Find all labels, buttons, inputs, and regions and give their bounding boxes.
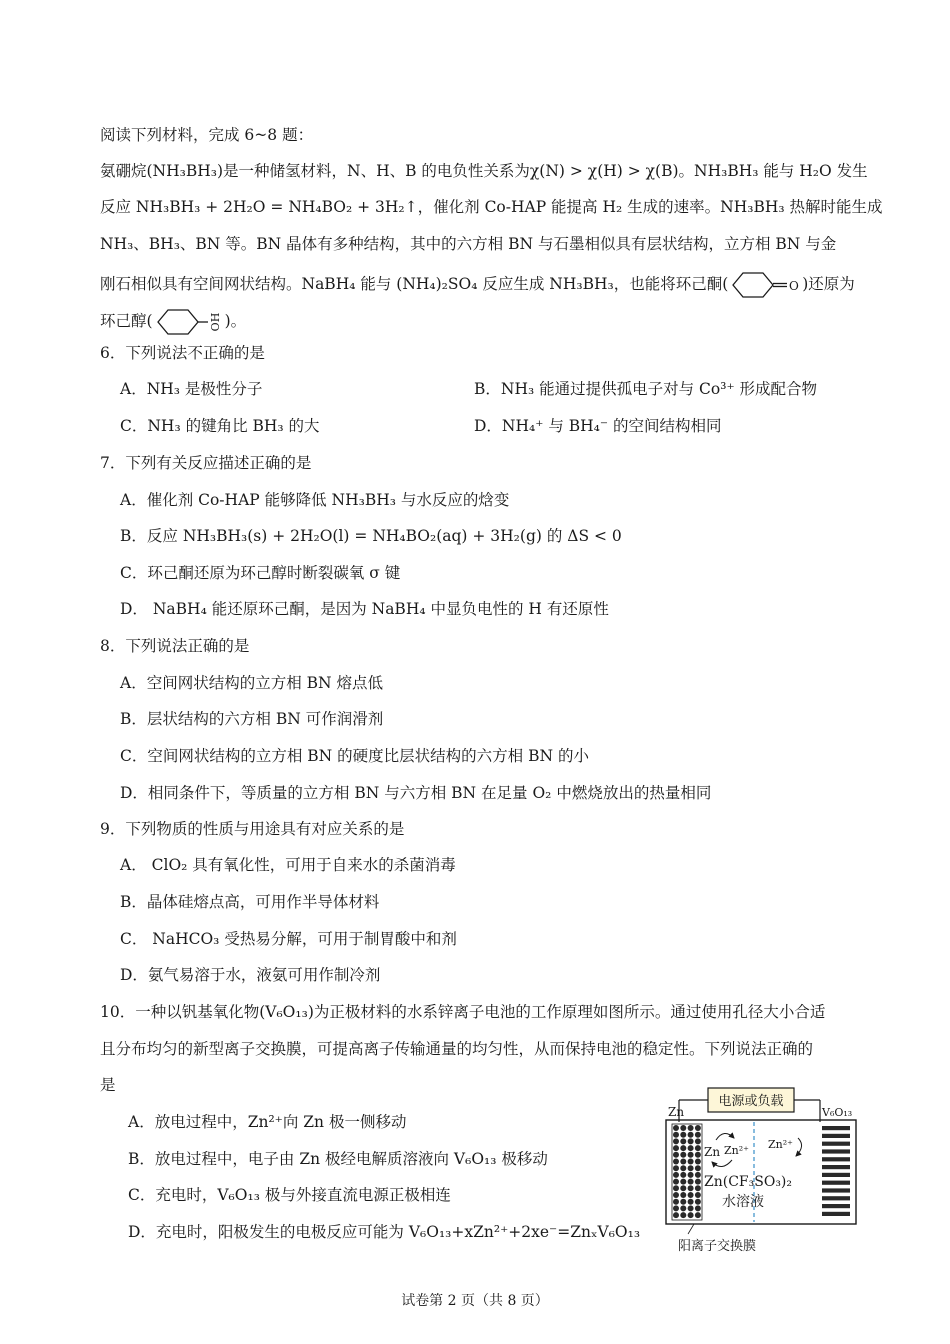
q8-option-c: C．空间网状结构的立方相 BN 的硬度比层状结构的六方相 BN 的小 (120, 747, 589, 765)
page-footer: 试卷第 2 页（共 8 页） (401, 1293, 549, 1309)
zn-particle (673, 1179, 679, 1185)
intro-title: 阅读下列材料，完成 6~8 题： (100, 126, 314, 144)
zn-particle (688, 1159, 694, 1165)
zn-particle (673, 1199, 679, 1205)
arrow-left-lower (712, 1160, 732, 1167)
zn-particle (673, 1138, 679, 1144)
q7-stem: 7．下列有关反应描述正确的是 (100, 454, 312, 472)
zn-particle (680, 1192, 686, 1198)
v6o13-layer (822, 1196, 850, 1200)
v6o13-layer (822, 1188, 850, 1192)
intro-p5a: 环己醇( (100, 312, 153, 330)
zn-particle (688, 1152, 694, 1158)
membrane-label: 阳离子交换膜 (678, 1238, 757, 1253)
alcohol-label: OH (208, 312, 222, 332)
q8-stem: 8．下列说法正确的是 (100, 637, 250, 655)
v6o13-layer (822, 1181, 850, 1185)
zn-particle (688, 1212, 694, 1218)
q8-option-d: D．相同条件下，等质量的立方相 BN 与六方相 BN 在足量 O₂ 中燃烧放出的热量相同 (120, 784, 712, 802)
zn-particle (695, 1145, 701, 1151)
zn-particle (673, 1159, 679, 1165)
zn-particle (695, 1192, 701, 1198)
v6o13-layer (822, 1165, 850, 1169)
v6o13-layer (822, 1134, 850, 1138)
q10-option-d: D．充电时，阳极发生的电极反应可能为 V₆O₁₃+xZn²⁺+2xe⁻=ZnₓV₆O₁₃ (128, 1223, 641, 1241)
q10-stem-line2: 且分布均匀的新型离子交换膜，可提高离子传输通量的均匀性，从而保持电池的稳定性。下列说法正确的 (100, 1040, 814, 1058)
intro-p3: NH₃、BH₃、BN 等。BN 晶体有多种结构，其中的六方相 BN 与石墨相似具有层状结构，立方相 BN 与金 (100, 235, 837, 253)
zn-particle (673, 1132, 679, 1138)
zn-particle (688, 1138, 694, 1144)
zn-particle (680, 1138, 686, 1144)
q6-option-b: B．NH₃ 能通过提供孤电子对与 Co³⁺ 形成配合物 (474, 380, 818, 398)
battery-diagram (664, 1086, 864, 1256)
q10-stem-line3: 是 (100, 1076, 116, 1094)
zn-particle (673, 1125, 679, 1131)
zn-electrode-label: Zn (668, 1105, 685, 1119)
v6o13-layer (822, 1157, 850, 1161)
zn-particle (688, 1179, 694, 1185)
intro-p4b: )还原为 (802, 275, 855, 293)
zn-particle (673, 1185, 679, 1191)
q7-option-b: B．反应 NH₃BH₃(s) + 2H₂O(l) = NH₄BO₂(aq) + 3H₂(g) 的 ΔS < 0 (120, 527, 622, 545)
zn-particle (673, 1152, 679, 1158)
zn-particle (673, 1205, 679, 1211)
electrolyte-formula: Zn(CF₃SO₃)₂ (704, 1174, 792, 1190)
ketone-label: O (789, 279, 800, 293)
zn-particle (695, 1138, 701, 1144)
q9-option-b: B．晶体硅熔点高，可用作半导体材料 (120, 893, 380, 911)
zn-particle (695, 1179, 701, 1185)
cyclohexanol-icon (154, 306, 224, 338)
q10-stem-line1: 10．一种以钒基氧化物(V₆O₁₃)为正极材料的水系锌离子电池的工作原理如图所示。通过使用孔径大小合适 (100, 1003, 826, 1021)
q6-option-a: A．NH₃ 是极性分子 (120, 380, 263, 398)
zn-particle (688, 1205, 694, 1211)
v6o13-layer (822, 1149, 850, 1153)
zn-particle (680, 1199, 686, 1205)
intro-p1: 氨硼烷(NH₃BH₃)是一种储氢材料，N、H、B 的电负性关系为χ(N) > χ(H) > χ(B)。NH₃BH₃ 能与 H₂O 发生 (100, 162, 868, 180)
intro-p2: 反应 NH₃BH₃ + 2H₂O = NH₄BO₂ + 3H₂↑，催化剂 Co-HAP 能提高 H₂ 生成的速率。NH₃BH₃ 热解时能生成 (100, 198, 883, 216)
q10-option-b: B．放电过程中，电子由 Zn 极经电解质溶液向 V₆O₁₃ 极移动 (128, 1150, 548, 1168)
v6o13-layer (822, 1212, 850, 1216)
intro-p4 (100, 269, 855, 301)
v6o13-layer (822, 1142, 850, 1146)
q8-option-a: A．空间网状结构的立方相 BN 熔点低 (120, 674, 384, 692)
v6o13-layer (822, 1173, 850, 1177)
zn-particle (695, 1172, 701, 1178)
zn-particle (695, 1152, 701, 1158)
arrow-right (796, 1138, 802, 1156)
zn-particle (673, 1172, 679, 1178)
zn-particle (673, 1212, 679, 1218)
q9-option-a: A． ClO₂ 具有氧化性，可用于自来水的杀菌消毒 (120, 856, 456, 874)
zn-particle (680, 1165, 686, 1171)
intro-p4a: 刚石相似具有空间网状结构。NaBH₄ 能与 (NH₄)₂SO₄ 反应生成 NH₃BH₃，也能将环己酮( (100, 275, 729, 293)
v6o13-layer (822, 1204, 850, 1208)
zn-particle (688, 1199, 694, 1205)
q9-option-c: C． NaHCO₃ 受热易分解，可用于制胃酸中和剂 (120, 930, 457, 948)
v6o13-electrode-label: V₆O₁₃ (822, 1106, 853, 1119)
q10-option-c: C．充电时，V₆O₁₃ 极与外接直流电源正极相连 (128, 1186, 451, 1204)
zn-particle (680, 1179, 686, 1185)
zn-particle (673, 1145, 679, 1151)
zn-particle (695, 1159, 701, 1165)
zn-particle (680, 1159, 686, 1165)
zn-particle (680, 1212, 686, 1218)
v6o13-layer (822, 1126, 850, 1130)
zn-particle (688, 1192, 694, 1198)
zn-particle (673, 1192, 679, 1198)
intro-p5 (100, 306, 246, 338)
q8-option-b: B．层状结构的六方相 BN 可作润滑剂 (120, 710, 384, 728)
cyclohexanone-icon (729, 269, 801, 301)
zn-particle (680, 1205, 686, 1211)
zn-particle (695, 1185, 701, 1191)
power-label: 电源或负载 (718, 1093, 784, 1108)
zn-particle (695, 1205, 701, 1211)
zn-particle (680, 1172, 686, 1178)
zn-electrode (672, 1124, 702, 1220)
zn-particle (673, 1165, 679, 1171)
q6-option-d: D．NH₄⁺ 与 BH₄⁻ 的空间结构相同 (474, 417, 722, 435)
zn-particle (695, 1125, 701, 1131)
q7-option-c: C．环己酮还原为环己醇时断裂碳氧 σ 键 (120, 564, 401, 582)
zn-particle (695, 1165, 701, 1171)
zn-particle (688, 1125, 694, 1131)
q10-option-a: A．放电过程中，Zn²⁺向 Zn 极一侧移动 (128, 1113, 407, 1131)
zn-particle (680, 1152, 686, 1158)
ion-left-b: Zn²⁺ (724, 1144, 749, 1157)
zn-particle (680, 1185, 686, 1191)
ion-left-a: Zn (704, 1145, 721, 1159)
q7-option-d: D． NaBH₄ 能还原环己酮，是因为 NaBH₄ 中显负电性的 H 有还原性 (120, 600, 609, 618)
q7-option-a: A．催化剂 Co-HAP 能够降低 NH₃BH₃ 与水反应的焓变 (120, 491, 510, 509)
zn-particle (695, 1132, 701, 1138)
q9-option-d: D．氨气易溶于水，液氨可用作制冷剂 (120, 966, 381, 984)
zn-particle (680, 1132, 686, 1138)
zn-particle (680, 1145, 686, 1151)
intro-p5b: )。 (224, 312, 247, 330)
zn-particle (688, 1185, 694, 1191)
zn-particle (688, 1132, 694, 1138)
zn-particle (695, 1199, 701, 1205)
q9-stem: 9．下列物质的性质与用途具有对应关系的是 (100, 820, 405, 838)
zn-particle (688, 1172, 694, 1178)
ion-right: Zn²⁺ (768, 1138, 793, 1151)
q6-stem: 6．下列说法不正确的是 (100, 344, 265, 362)
zn-particle (688, 1145, 694, 1151)
arrow-left-upper (716, 1133, 734, 1140)
q6-option-c: C．NH₃ 的键角比 BH₃ 的大 (120, 417, 320, 435)
zn-particle (680, 1125, 686, 1131)
v6o13-electrode (822, 1126, 850, 1216)
electrolyte-solution: 水溶液 (722, 1194, 764, 1210)
zn-particle (695, 1212, 701, 1218)
zn-particle (688, 1165, 694, 1171)
